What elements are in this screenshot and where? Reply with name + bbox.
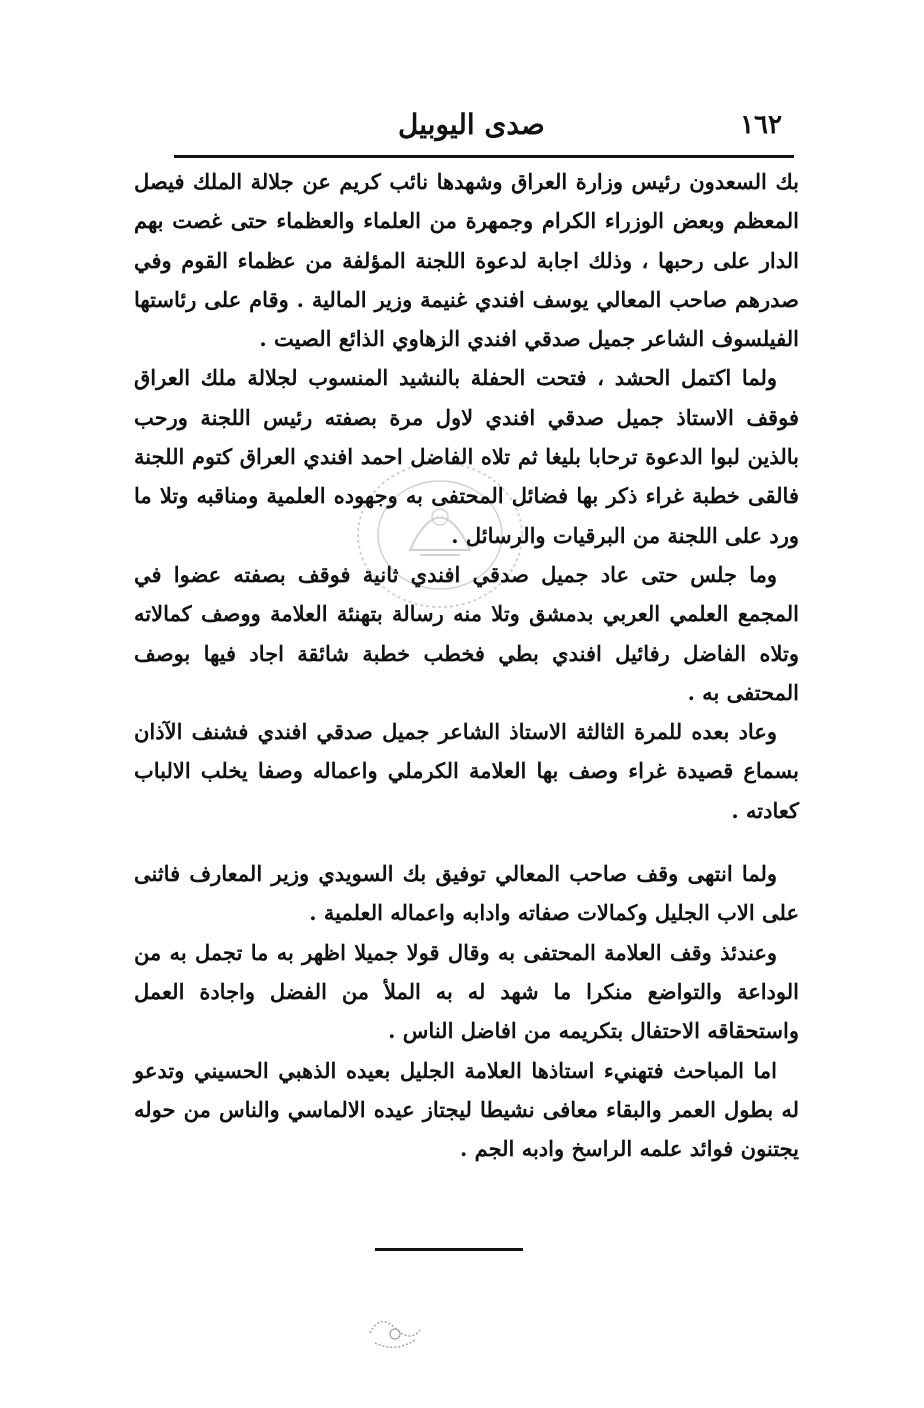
paragraph-2: ولما اكتمل الحشد ، فتحت الحفلة بالنشيد المنسوب لجلالة ملك العراق فوقف الاستاذ جميل صدقي افندي لاول مرة بصفته رئيس اللجنة ورحب بالذين لبوا الدعوة ترحابا بليغا ثم تلاه الفاضل احمد افندي العراق كتوم اللجنة فالقى خطبة غراء ذكر بها فضائل المحتفى به وجهوده العلمية ومناقبه وتلا ما ورد على اللجنة من البرقيات والرسائل . [134,365,799,548]
page-number: ١٦٢ [740,110,782,140]
footer-rule [375,1248,523,1251]
paragraph-gap [134,830,799,854]
header-rule [174,155,794,158]
paragraph-7: اما المباحث فتهنيء استاذها العلامة الجليل بعيده الذهبي الحسيني وتدعو له بطول العمر والبقاء معافى نشيطا ليجتاز عيده الالماسي والناس من حوله يجتنون فوائد علمه الراسخ وادبه الجم . [134,1057,799,1162]
article-body [134,162,799,1168]
paragraph-6: وعندئذ وقف العلامة المحتفى به وقال قولا جميلا اظهر به ما تجمل به من الوداعة والتواضع منكرا ما شهد له به الملأ من الفضل واجادة العمل واستحقاقه الاحتفال بتكريمه من افاضل الناس . [134,939,799,1044]
paragraph-5: ولما انتهى وقف صاحب المعالي توفيق بك السويدي وزير المعارف فاثنى على الاب الجليل وكمالات صفاته وادابه واعماله العلمية . [134,861,799,926]
running-title: صدى اليوبيل [398,108,545,141]
paragraph-3: وما جلس حتى عاد جميل صدقي افندي ثانية فوقف بصفته عضوا في المجمع العلمي العربي بدمشق وتلا منه رسالة بتهنئة العلامة ووصف كمالاته وتلاه الفاضل رفائيل افندي بطي فخطب خطبة شائقة اجاد فيها بوصف المحتفى به . [134,561,799,705]
paragraph-1: بك السعدون رئيس وزارة العراق وشهدها نائب كريم عن جلالة الملك فيصل المعظم وبعض الوزراء الكرام وجمهرة من العلماء والعظماء حتى غصت بهم الدار على رحبها ، وذلك اجابة لدعوة اللجنة المؤلفة من عظماء القوم وفي صدرهم صاحب المعالي يوسف افندي غنيمة وزير المالية . وقام على رئاستها الفيلسوف الشاعر جميل صدقي افندي الزهاوي الذائع الصيت . [134,169,799,352]
page-header [180,104,790,148]
paragraph-4: وعاد بعده للمرة الثالثة الاستاذ الشاعر جميل صدقي افندي فشنف الآذان بسماع قصيدة غراء وصف بها العلامة الكرملي واعماله وصفا يخلب الالباب كعادته . [134,719,799,823]
library-seal-icon [360,1308,430,1358]
